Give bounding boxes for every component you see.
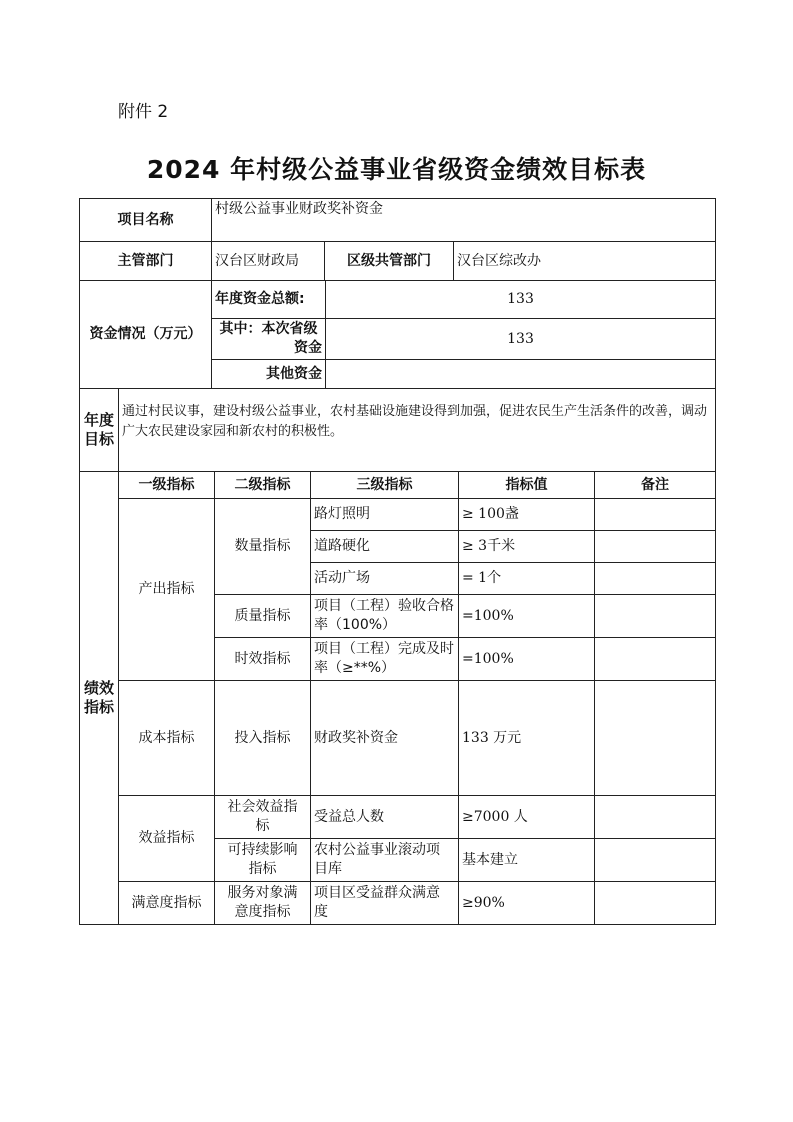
annual-goal-label [80,389,118,471]
level3-item: 活动广场 [314,570,370,586]
indicator-value: 基本建立 [462,851,518,868]
indicator-note [595,531,715,562]
funds-provincial-label [212,319,325,359]
indicator-value: 133 万元 [462,729,522,746]
indicator-note [595,638,715,680]
level2-input: 投入指标 [234,729,291,746]
level2-social-line2: 标 [255,818,270,834]
page-title: 2024 年村级公益事业省级资金绩效目标表 [146,155,647,184]
level2-service-line2: 意度指标 [234,904,291,920]
level3-item-line1: 项目（工程）验收合格 [314,598,454,614]
funds-total-label: 年度资金总额: [215,291,305,307]
level2-timeliness: 时效指标 [234,650,291,667]
header-level3: 三级指标 [356,476,413,493]
level3-item [311,882,458,924]
level2-service [215,882,310,924]
level3-item-line1: 农村公益事业滚动项 [314,842,440,858]
level2-social-line1: 社会效益指 [227,799,298,815]
grid-line [79,388,716,389]
indicator-note [595,563,715,594]
indicator-value: ≥7000 人 [462,808,528,825]
project-name-value: 村级公益事业财政奖补资金 [215,201,383,217]
level3-item: 受益总人数 [314,808,384,825]
level3-item: 道路硬化 [314,538,370,554]
funds-provincial-value: 133 [507,330,534,347]
level3-item: 财政奖补资金 [314,729,398,746]
funds-provincial-label-line1: 其中：本次省级 [219,321,318,337]
header-value: 指标值 [505,476,548,493]
level2-sustainable [215,839,310,881]
indicator-value: =100% [462,607,514,624]
level3-item [311,638,458,680]
indicator-value: ≥ 100盏 [462,506,519,522]
level2-social [215,796,310,838]
annual-goal-label-line1: 年度 [83,411,114,429]
annual-goal-text: 通过村民议事，建设村级公益事业，农村基础设施建设得到加强，促进农民生产生活条件的改善，调动广大农民建设家园和新农村的积极性。 [122,404,708,439]
level2-quantity: 数量指标 [234,538,291,554]
level1-output: 产出指标 [138,581,195,597]
header-note: 备注 [641,476,669,493]
header-level2: 二级指标 [234,476,291,493]
indicator-note [595,499,715,530]
grid-line [715,198,716,925]
indicator-note [595,595,715,637]
indicators-section-label [80,472,118,924]
annual-goal-label-line2: 目标 [83,430,114,448]
department-label: 主管部门 [117,252,174,269]
level3-item-line1: 项目区受益群众满意 [314,885,440,901]
level3-item [311,839,458,881]
level2-service-line1: 服务对象满 [227,885,298,901]
funds-other-value [326,360,715,388]
level2-quality: 质量指标 [234,607,291,624]
level3-item-line2: 度 [314,904,328,920]
co-department-value: 汉台区综改办 [457,252,541,269]
header-level1: 一级指标 [138,476,195,493]
level3-item-line1: 项目（工程）完成及时 [314,641,454,657]
funds-label: 资金情况（万元） [89,326,202,342]
indicator-note [595,882,715,924]
indicator-note [595,681,715,795]
indicator-value: =100% [462,650,514,667]
indicator-value: ≥ 3千米 [462,538,516,554]
level3-item-line2: 目库 [314,861,342,877]
indicator-value: = 1个 [462,570,502,586]
funds-total-value: 133 [507,291,534,307]
level3-item [311,595,458,637]
level3-item-line2: 率（100%） [314,617,397,633]
level2-sustainable-line2: 指标 [248,861,277,877]
level3-item-line2: 率（≥**%） [314,660,396,676]
indicators-section-label-line1: 绩效 [83,679,114,697]
indicators-section-label-line2: 指标 [83,698,114,716]
level2-sustainable-line1: 可持续影响 [227,842,298,858]
indicator-note [595,796,715,838]
indicator-note [595,839,715,881]
level1-benefit: 效益指标 [138,830,195,846]
indicator-value: ≥90% [462,894,505,911]
funds-other-label: 其他资金 [266,365,322,382]
level1-satisfaction: 满意度指标 [131,894,202,911]
department-value: 汉台区财政局 [215,252,299,269]
grid-line [79,924,716,925]
attachment-label: 附件 2 [118,102,169,122]
co-department-label: 区级共管部门 [347,252,431,269]
funds-provincial-label-line2: 资金 [294,340,322,356]
project-name-label: 项目名称 [117,211,174,228]
level1-cost: 成本指标 [138,729,195,746]
level3-item: 路灯照明 [314,506,370,522]
